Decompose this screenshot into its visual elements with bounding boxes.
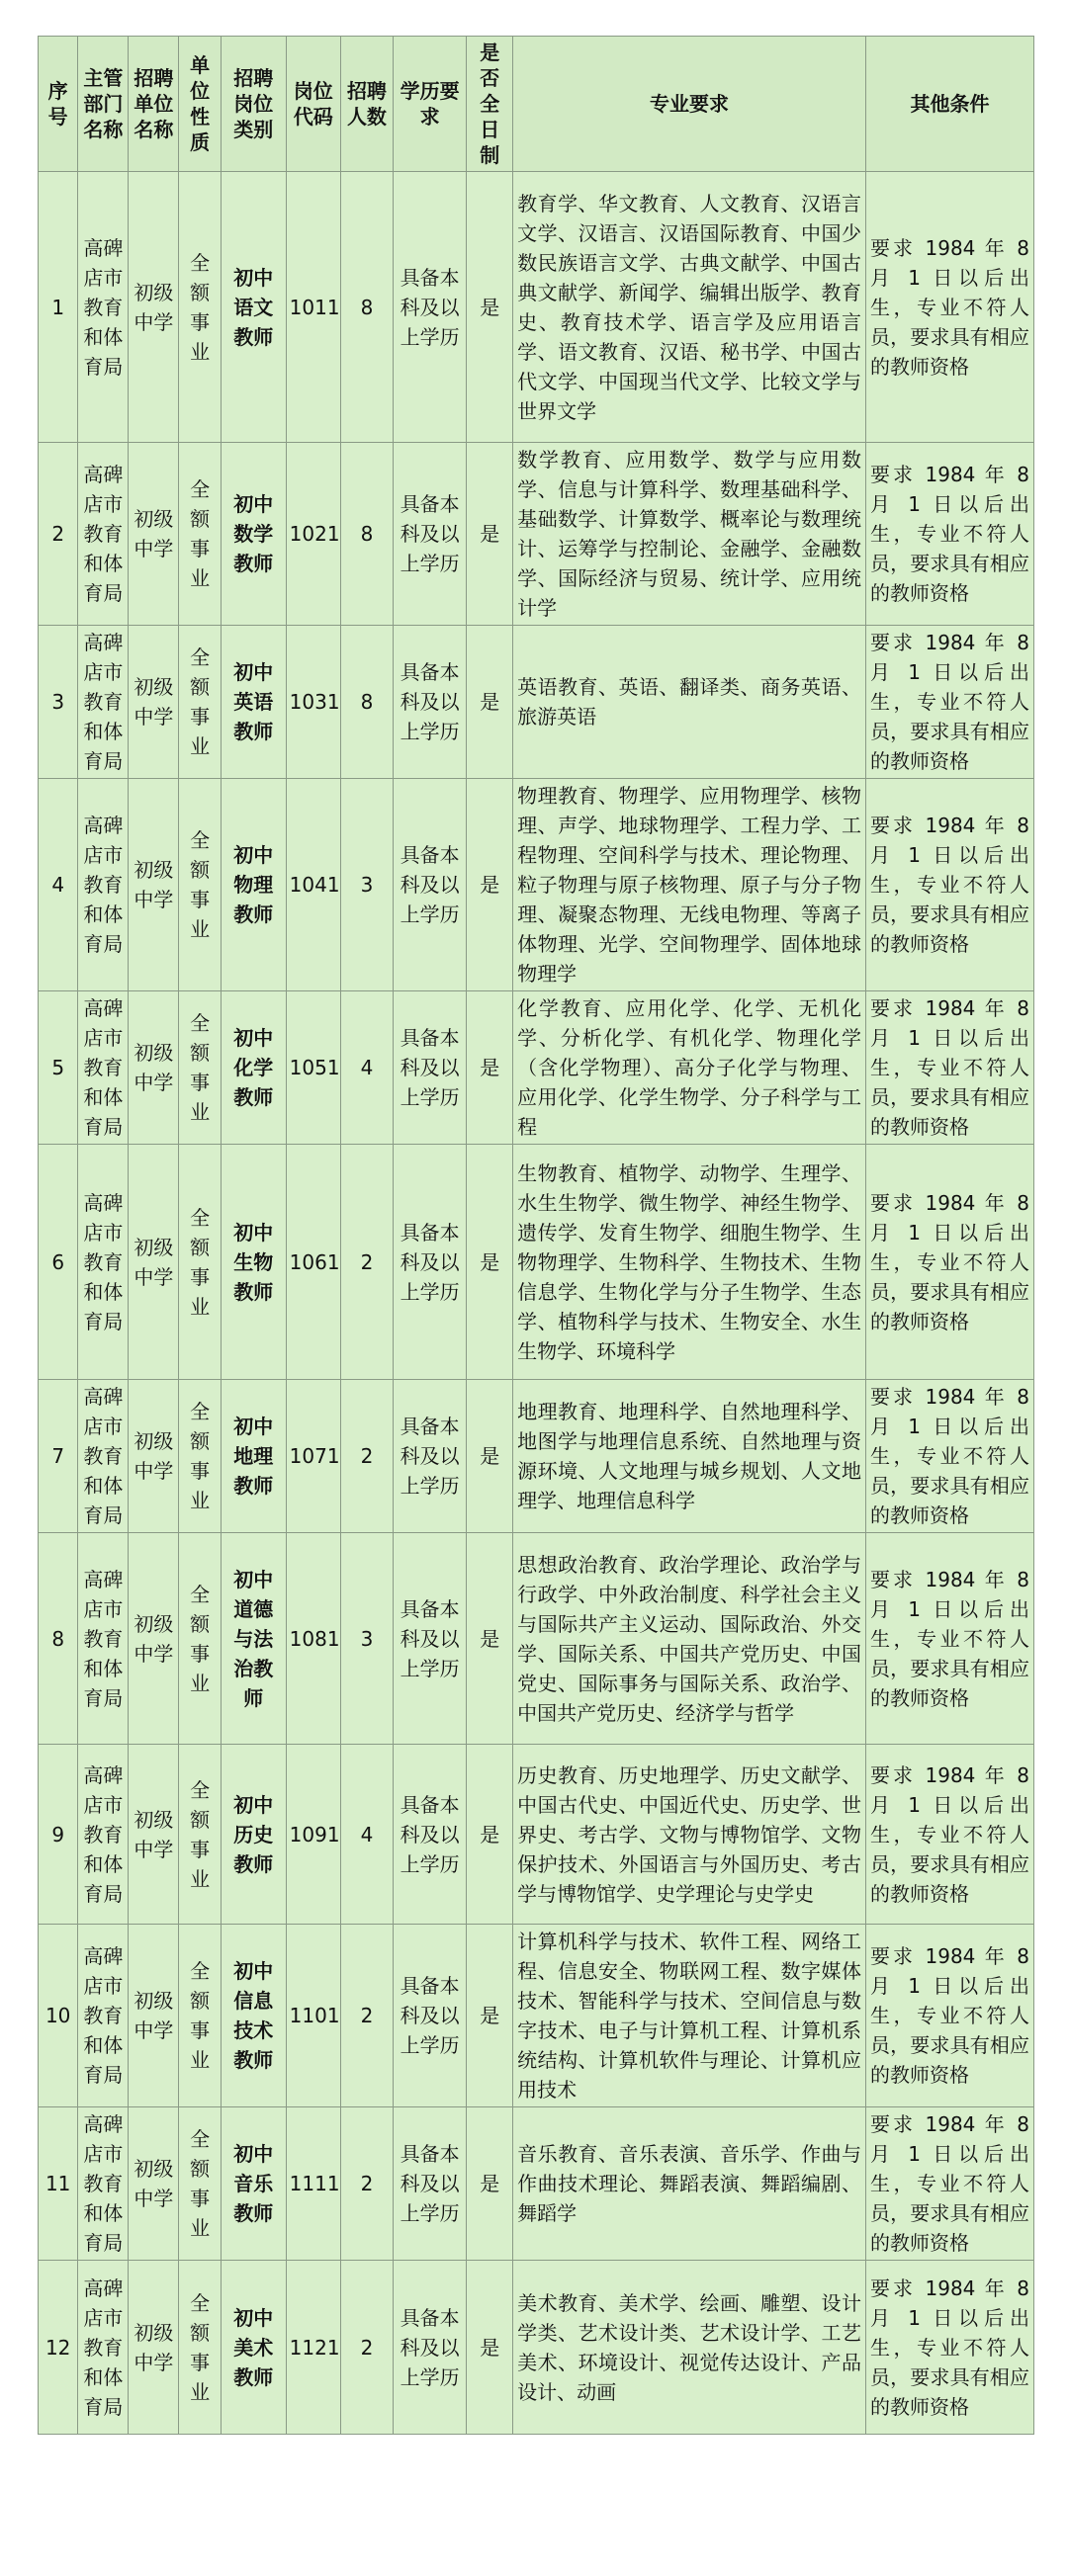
- header-other: 其他条件: [865, 37, 1033, 172]
- cell-no: 3: [39, 626, 78, 779]
- cell-no: 4: [39, 779, 78, 991]
- cell-nature: 全额事业: [179, 1925, 221, 2107]
- cell-fulltime: 是: [467, 626, 513, 779]
- cell-other: 要求 1984 年 8 月 1 日以后出生，专业不符人员，要求具有相应的教师资格: [865, 443, 1033, 626]
- cell-no: 7: [39, 1380, 78, 1533]
- cell-edu: 具备本科及以上学历: [394, 2261, 467, 2435]
- cell-unit: 初级中学: [129, 172, 179, 443]
- cell-dept: 高碑店市教育和体育局: [78, 626, 129, 779]
- cell-code: 1061: [286, 1145, 340, 1380]
- table-row: [39, 2261, 1034, 2435]
- cell-no: 12: [39, 2261, 78, 2435]
- cell-major: 思想政治教育、政治学理论、政治学与行政学、中外政治制度、科学社会主义与国际共产主义运动、国际政治、外交学、国际关系、中国共产党历史、中国党史、国际事务与国际关系、政治学、中国共产党历史、经济学与哲学: [513, 1533, 866, 1745]
- cell-fulltime: 是: [467, 1925, 513, 2107]
- cell-fulltime: 是: [467, 1380, 513, 1533]
- header-no: 序号: [39, 37, 78, 172]
- cell-post: 初中数学教师: [221, 443, 286, 626]
- cell-major: 化学教育、应用化学、化学、无机化学、分析化学、有机化学、物理化学（含化学物理）、高分子化学与物理、应用化学、化学生物学、分子科学与工程: [513, 991, 866, 1145]
- cell-count: 4: [340, 1745, 393, 1925]
- cell-count: 8: [340, 172, 393, 443]
- cell-post: 初中语文教师: [221, 172, 286, 443]
- cell-post: 初中英语教师: [221, 626, 286, 779]
- cell-dept: 高碑店市教育和体育局: [78, 779, 129, 991]
- cell-edu: 具备本科及以上学历: [394, 779, 467, 991]
- cell-nature: 全额事业: [179, 1380, 221, 1533]
- cell-no: 5: [39, 991, 78, 1145]
- cell-no: 11: [39, 2107, 78, 2261]
- cell-dept: 高碑店市教育和体育局: [78, 443, 129, 626]
- cell-other: 要求 1984 年 8 月 1 日以后出生，专业不符人员，要求具有相应的教师资格: [865, 1925, 1033, 2107]
- cell-code: 1031: [286, 626, 340, 779]
- cell-unit: 初级中学: [129, 1925, 179, 2107]
- cell-unit: 初级中学: [129, 443, 179, 626]
- header-edu: 学历要求: [394, 37, 467, 172]
- table-row: [39, 1145, 1034, 1380]
- cell-no: 8: [39, 1533, 78, 1745]
- cell-major: 物理教育、物理学、应用物理学、核物理、声学、地球物理学、工程力学、工程物理、空间科学与技术、理论物理、粒子物理与原子核物理、原子与分子物理、凝聚态物理、无线电物理、等离子体物理、光学、空间物理学、固体地球物理学: [513, 779, 866, 991]
- cell-dept: 高碑店市教育和体育局: [78, 1145, 129, 1380]
- cell-other: 要求 1984 年 8 月 1 日以后出生，专业不符人员，要求具有相应的教师资格: [865, 172, 1033, 443]
- cell-major: 地理教育、地理科学、自然地理科学、地图学与地理信息系统、自然地理与资源环境、人文地理与城乡规划、人文地理学、地理信息科学: [513, 1380, 866, 1533]
- cell-other: 要求 1984 年 8 月 1 日以后出生，专业不符人员，要求具有相应的教师资格: [865, 1533, 1033, 1745]
- recruitment-table: [38, 36, 1034, 2435]
- table-row: [39, 779, 1034, 991]
- header-fulltime: 是否全日制: [467, 37, 513, 172]
- header-unit: 招聘单位名称: [129, 37, 179, 172]
- cell-unit: 初级中学: [129, 1145, 179, 1380]
- cell-count: 8: [340, 626, 393, 779]
- cell-post: 初中美术教师: [221, 2261, 286, 2435]
- cell-post: 初中历史教师: [221, 1745, 286, 1925]
- table-row: [39, 443, 1034, 626]
- recruitment-table-sheet: [38, 36, 1034, 2435]
- cell-count: 2: [340, 1925, 393, 2107]
- cell-no: 6: [39, 1145, 78, 1380]
- cell-edu: 具备本科及以上学历: [394, 172, 467, 443]
- table-row: [39, 1380, 1034, 1533]
- cell-dept: 高碑店市教育和体育局: [78, 991, 129, 1145]
- cell-count: 8: [340, 443, 393, 626]
- cell-major: 生物教育、植物学、动物学、生理学、水生生物学、微生物学、神经生物学、遗传学、发育生物学、细胞生物学、生物物理学、生物科学、生物技术、生物信息学、生物化学与分子生物学、生态学、植物科学与技术、生物安全、水生生物学、环境科学: [513, 1145, 866, 1380]
- cell-other: 要求 1984 年 8 月 1 日以后出生，专业不符人员，要求具有相应的教师资格: [865, 1380, 1033, 1533]
- header-dept: 主管部门名称: [78, 37, 129, 172]
- cell-edu: 具备本科及以上学历: [394, 1745, 467, 1925]
- cell-code: 1041: [286, 779, 340, 991]
- header-count: 招聘人数: [340, 37, 393, 172]
- header-row: [39, 37, 1034, 172]
- cell-fulltime: 是: [467, 779, 513, 991]
- cell-other: 要求 1984 年 8 月 1 日以后出生，专业不符人员，要求具有相应的教师资格: [865, 779, 1033, 991]
- cell-major: 教育学、华文教育、人文教育、汉语言文学、汉语言、汉语国际教育、中国少数民族语言文学、古典文献学、中国古典文献学、新闻学、编辑出版学、教育史、教育技术学、语言学及应用语言学、语文教育、汉语、秘书学、中国古代文学、中国现当代文学、比较文学与世界文学: [513, 172, 866, 443]
- cell-other: 要求 1984 年 8 月 1 日以后出生，专业不符人员，要求具有相应的教师资格: [865, 1745, 1033, 1925]
- cell-major: 英语教育、英语、翻译类、商务英语、旅游英语: [513, 626, 866, 779]
- cell-edu: 具备本科及以上学历: [394, 1533, 467, 1745]
- cell-code: 1111: [286, 2107, 340, 2261]
- cell-count: 2: [340, 2261, 393, 2435]
- cell-fulltime: 是: [467, 1745, 513, 1925]
- cell-edu: 具备本科及以上学历: [394, 1145, 467, 1380]
- cell-count: 3: [340, 779, 393, 991]
- header-major: 专业要求: [513, 37, 866, 172]
- cell-major: 计算机科学与技术、软件工程、网络工程、信息安全、物联网工程、数字媒体技术、智能科学与技术、空间信息与数字技术、电子与计算机工程、计算机系统结构、计算机软件与理论、计算机应用技术: [513, 1925, 866, 2107]
- header-post: 招聘岗位类别: [221, 37, 286, 172]
- cell-no: 10: [39, 1925, 78, 2107]
- cell-count: 3: [340, 1533, 393, 1745]
- cell-edu: 具备本科及以上学历: [394, 991, 467, 1145]
- cell-edu: 具备本科及以上学历: [394, 1925, 467, 2107]
- cell-code: 1081: [286, 1533, 340, 1745]
- cell-edu: 具备本科及以上学历: [394, 1380, 467, 1533]
- cell-nature: 全额事业: [179, 1533, 221, 1745]
- table-row: [39, 172, 1034, 443]
- cell-post: 初中生物教师: [221, 1145, 286, 1380]
- cell-no: 9: [39, 1745, 78, 1925]
- cell-major: 数学教育、应用数学、数学与应用数学、信息与计算科学、数理基础科学、基础数学、计算数学、概率论与数理统计、运筹学与控制论、金融学、金融数学、国际经济与贸易、统计学、应用统计学: [513, 443, 866, 626]
- cell-code: 1051: [286, 991, 340, 1145]
- cell-dept: 高碑店市教育和体育局: [78, 1533, 129, 1745]
- table-row: [39, 2107, 1034, 2261]
- cell-unit: 初级中学: [129, 2107, 179, 2261]
- cell-nature: 全额事业: [179, 172, 221, 443]
- cell-code: 1071: [286, 1380, 340, 1533]
- cell-post: 初中音乐教师: [221, 2107, 286, 2261]
- cell-dept: 高碑店市教育和体育局: [78, 1925, 129, 2107]
- cell-fulltime: 是: [467, 2107, 513, 2261]
- cell-dept: 高碑店市教育和体育局: [78, 2107, 129, 2261]
- cell-major: 音乐教育、音乐表演、音乐学、作曲与作曲技术理论、舞蹈表演、舞蹈编剧、舞蹈学: [513, 2107, 866, 2261]
- cell-edu: 具备本科及以上学历: [394, 443, 467, 626]
- cell-unit: 初级中学: [129, 991, 179, 1145]
- cell-code: 1121: [286, 2261, 340, 2435]
- cell-post: 初中信息技术教师: [221, 1925, 286, 2107]
- cell-no: 2: [39, 443, 78, 626]
- cell-dept: 高碑店市教育和体育局: [78, 2261, 129, 2435]
- cell-dept: 高碑店市教育和体育局: [78, 1745, 129, 1925]
- cell-fulltime: 是: [467, 443, 513, 626]
- cell-count: 2: [340, 1145, 393, 1380]
- cell-unit: 初级中学: [129, 626, 179, 779]
- cell-post: 初中化学教师: [221, 991, 286, 1145]
- cell-major: 历史教育、历史地理学、历史文献学、中国古代史、中国近代史、历史学、世界史、考古学、文物与博物馆学、文物保护技术、外国语言与外国历史、考古学与博物馆学、史学理论与史学史: [513, 1745, 866, 1925]
- cell-unit: 初级中学: [129, 1380, 179, 1533]
- table-row: [39, 1925, 1034, 2107]
- cell-nature: 全额事业: [179, 626, 221, 779]
- cell-nature: 全额事业: [179, 1745, 221, 1925]
- cell-other: 要求 1984 年 8 月 1 日以后出生，专业不符人员，要求具有相应的教师资格: [865, 1145, 1033, 1380]
- cell-nature: 全额事业: [179, 2107, 221, 2261]
- cell-code: 1021: [286, 443, 340, 626]
- cell-dept: 高碑店市教育和体育局: [78, 1380, 129, 1533]
- cell-nature: 全额事业: [179, 443, 221, 626]
- cell-other: 要求 1984 年 8 月 1 日以后出生，专业不符人员，要求具有相应的教师资格: [865, 2107, 1033, 2261]
- cell-other: 要求 1984 年 8 月 1 日以后出生，专业不符人员，要求具有相应的教师资格: [865, 2261, 1033, 2435]
- table-row: [39, 626, 1034, 779]
- table-row: [39, 1533, 1034, 1745]
- cell-count: 4: [340, 991, 393, 1145]
- cell-code: 1011: [286, 172, 340, 443]
- cell-unit: 初级中学: [129, 779, 179, 991]
- cell-fulltime: 是: [467, 991, 513, 1145]
- cell-dept: 高碑店市教育和体育局: [78, 172, 129, 443]
- cell-edu: 具备本科及以上学历: [394, 626, 467, 779]
- cell-code: 1091: [286, 1745, 340, 1925]
- cell-edu: 具备本科及以上学历: [394, 2107, 467, 2261]
- cell-unit: 初级中学: [129, 2261, 179, 2435]
- cell-count: 2: [340, 2107, 393, 2261]
- cell-nature: 全额事业: [179, 991, 221, 1145]
- cell-nature: 全额事业: [179, 779, 221, 991]
- table-row: [39, 991, 1034, 1145]
- cell-fulltime: 是: [467, 1533, 513, 1745]
- cell-count: 2: [340, 1380, 393, 1533]
- cell-nature: 全额事业: [179, 2261, 221, 2435]
- cell-post: 初中物理教师: [221, 779, 286, 991]
- cell-no: 1: [39, 172, 78, 443]
- header-code: 岗位代码: [286, 37, 340, 172]
- table-row: [39, 1745, 1034, 1925]
- cell-post: 初中道德与法治教师: [221, 1533, 286, 1745]
- cell-post: 初中地理教师: [221, 1380, 286, 1533]
- cell-unit: 初级中学: [129, 1533, 179, 1745]
- cell-code: 1101: [286, 1925, 340, 2107]
- cell-nature: 全额事业: [179, 1145, 221, 1380]
- header-nature: 单位性质: [179, 37, 221, 172]
- cell-fulltime: 是: [467, 1145, 513, 1380]
- cell-unit: 初级中学: [129, 1745, 179, 1925]
- cell-other: 要求 1984 年 8 月 1 日以后出生，专业不符人员，要求具有相应的教师资格: [865, 991, 1033, 1145]
- cell-fulltime: 是: [467, 2261, 513, 2435]
- cell-other: 要求 1984 年 8 月 1 日以后出生，专业不符人员，要求具有相应的教师资格: [865, 626, 1033, 779]
- cell-major: 美术教育、美术学、绘画、雕塑、设计学类、艺术设计类、艺术设计学、工艺美术、环境设计、视觉传达设计、产品设计、动画: [513, 2261, 866, 2435]
- cell-fulltime: 是: [467, 172, 513, 443]
